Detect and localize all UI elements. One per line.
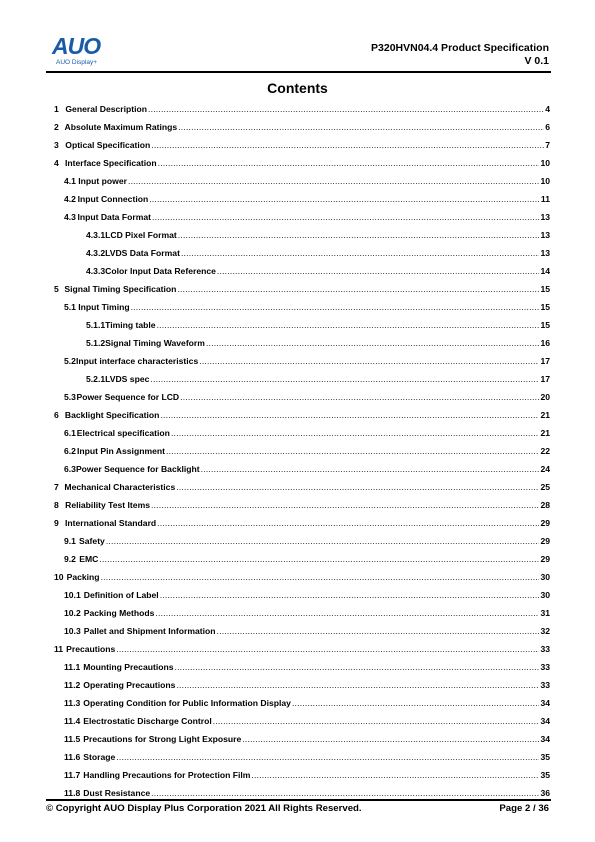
- toc-entry[interactable]: [54, 550, 550, 568]
- company-logo: [52, 35, 112, 71]
- toc-dot-leader: [157, 320, 540, 330]
- toc-entry[interactable]: [54, 226, 550, 244]
- toc-dot-leader: [150, 374, 539, 384]
- toc-entry-title: Input power: [78, 176, 127, 186]
- toc-dot-leader: [158, 158, 540, 168]
- toc-entry[interactable]: [54, 586, 550, 604]
- toc-entry-number: 6.3: [64, 464, 76, 474]
- toc-dot-leader: [148, 104, 544, 114]
- toc-entry-number: 5.3: [64, 392, 76, 402]
- toc-entry-title: Power Sequence for LCD: [76, 392, 180, 402]
- toc-entry-title: Mounting Precautions: [83, 662, 174, 672]
- toc-entry-number: 11.6: [64, 752, 81, 762]
- copyright-notice: © Copyright AUO Display Plus Corporation 2021 All Rights Reserved.: [46, 803, 362, 814]
- toc-entry-title: Dust Resistance: [83, 788, 151, 798]
- toc-entry-page: 15: [540, 302, 550, 312]
- toc-entry-number: 4.3: [64, 212, 76, 222]
- toc-entry-title: Electrostatic Discharge Control: [83, 716, 212, 726]
- toc-entry-page: 15: [540, 320, 550, 330]
- toc-dot-leader: [242, 734, 539, 744]
- toc-entry-title: Backlight Specification: [64, 410, 160, 420]
- toc-entry-title: Input Timing: [78, 302, 130, 312]
- toc-dot-leader: [206, 338, 540, 348]
- toc-entry-page: 34: [540, 716, 550, 726]
- toc-dot-leader: [178, 230, 540, 240]
- toc-entry-title: Operating Precautions: [83, 680, 176, 690]
- toc-entry-number: 10.2: [64, 608, 81, 618]
- toc-entry[interactable]: [54, 532, 550, 550]
- toc-entry-title: General Description: [65, 104, 148, 114]
- toc-entry[interactable]: [54, 154, 550, 172]
- toc-entry-number: 5.1.2: [86, 338, 106, 348]
- toc-entry-page: 34: [540, 698, 550, 708]
- toc-entry-title: LCD Pixel Format: [105, 230, 177, 240]
- toc-entry-page: 13: [540, 212, 550, 222]
- toc-entry-page: 21: [540, 428, 550, 438]
- toc-dot-leader: [116, 752, 539, 762]
- table-of-contents: [54, 100, 550, 802]
- toc-entry-number: 4.3.2: [86, 248, 106, 258]
- toc-entry-page: 25: [540, 482, 550, 492]
- toc-entry[interactable]: [54, 568, 550, 586]
- toc-entry-number: 9.2: [64, 554, 76, 564]
- toc-entry-title: Input Data Format: [77, 212, 151, 222]
- toc-entry-page: 33: [540, 644, 550, 654]
- toc-entry[interactable]: [54, 676, 550, 694]
- toc-dot-leader: [181, 248, 540, 258]
- toc-entry-number: 11.2: [64, 680, 81, 690]
- toc-entry-title: Timing table: [105, 320, 156, 330]
- toc-entry-title: LVDS Data Format: [105, 248, 180, 258]
- toc-entry[interactable]: [54, 442, 550, 460]
- toc-entry-title: Input Pin Assignment: [76, 446, 165, 456]
- toc-entry[interactable]: [54, 208, 550, 226]
- toc-entry-title: EMC: [79, 554, 99, 564]
- toc-entry-title: Interface Specification: [64, 158, 157, 168]
- toc-dot-leader: [131, 302, 540, 312]
- toc-entry-page: 17: [540, 374, 550, 384]
- toc-entry[interactable]: [54, 190, 550, 208]
- toc-dot-leader: [292, 698, 539, 708]
- toc-entry-title: LVDS spec: [105, 374, 150, 384]
- toc-entry[interactable]: [54, 658, 550, 676]
- toc-entry-number: 9.1: [64, 536, 76, 546]
- toc-entry-number: 6.1: [64, 428, 76, 438]
- toc-dot-leader: [99, 554, 539, 564]
- toc-entry-number: 1: [54, 104, 59, 114]
- toc-entry[interactable]: [54, 424, 550, 442]
- toc-entry-page: 15: [540, 284, 550, 294]
- toc-entry-number: 3: [54, 140, 59, 150]
- page-title: Contents: [267, 80, 328, 96]
- toc-dot-leader: [151, 788, 539, 798]
- footer-divider: [46, 799, 551, 801]
- toc-entry-page: 16: [540, 338, 550, 348]
- toc-entry-title: Electrical specification: [76, 428, 170, 438]
- toc-entry-number: 5.1: [64, 302, 76, 312]
- toc-entry-title: International Standard: [64, 518, 157, 528]
- toc-entry[interactable]: [54, 100, 550, 118]
- toc-dot-leader: [166, 446, 539, 456]
- toc-entry-title: Packing: [66, 572, 100, 582]
- toc-entry[interactable]: [54, 694, 550, 712]
- toc-entry-page: 7: [545, 140, 550, 150]
- toc-entry-number: 11.3: [64, 698, 81, 708]
- toc-entry-number: 11: [54, 644, 64, 654]
- toc-entry-title: Reliability Test Items: [65, 500, 150, 510]
- toc-entry-title: Signal Timing Waveform: [105, 338, 205, 348]
- toc-entry[interactable]: [54, 712, 550, 730]
- toc-entry-number: 11.4: [64, 716, 81, 726]
- toc-entry-number: 2: [54, 122, 59, 132]
- toc-dot-leader: [160, 410, 539, 420]
- toc-entry-title: Handling Precautions for Protection Film: [83, 770, 251, 780]
- toc-entry[interactable]: [54, 478, 550, 496]
- page-number: Page 2 / 36: [499, 803, 549, 814]
- toc-entry-page: 14: [540, 266, 550, 276]
- toc-entry[interactable]: [54, 262, 550, 280]
- toc-dot-leader: [106, 536, 540, 546]
- toc-dot-leader: [155, 608, 539, 618]
- toc-entry-page: 35: [540, 770, 550, 780]
- toc-entry[interactable]: [54, 514, 550, 532]
- toc-entry-page: 10: [540, 158, 550, 168]
- toc-dot-leader: [178, 122, 544, 132]
- toc-dot-leader: [128, 176, 539, 186]
- toc-entry-number: 6.2: [64, 446, 76, 456]
- toc-entry-title: Pallet and Shipment Information: [83, 626, 216, 636]
- toc-dot-leader: [101, 572, 540, 582]
- toc-dot-leader: [157, 518, 539, 528]
- toc-entry[interactable]: [54, 172, 550, 190]
- toc-entry-title: Power Sequence for Backlight: [75, 464, 200, 474]
- toc-entry-page: 20: [540, 392, 550, 402]
- toc-entry-number: 11.5: [64, 734, 81, 744]
- toc-dot-leader: [176, 680, 539, 690]
- toc-entry-page: 24: [540, 464, 550, 474]
- toc-entry-page: 31: [540, 608, 550, 618]
- toc-entry-number: 4.2: [64, 194, 76, 204]
- toc-entry-page: 21: [540, 410, 550, 420]
- toc-entry-page: 4: [545, 104, 550, 114]
- toc-dot-leader: [171, 428, 540, 438]
- toc-dot-leader: [251, 770, 539, 780]
- toc-entry-page: 30: [540, 590, 550, 600]
- toc-entry-number: 6: [54, 410, 59, 420]
- toc-entry-page: 17: [540, 356, 550, 366]
- toc-entry-page: 29: [540, 536, 550, 546]
- toc-dot-leader: [213, 716, 540, 726]
- toc-entry-title: Color Input Data Reference: [105, 266, 216, 276]
- toc-dot-leader: [149, 194, 540, 204]
- toc-entry-title: Optical Specification: [65, 140, 151, 150]
- toc-entry[interactable]: [54, 334, 550, 352]
- toc-entry-number: 11.8: [64, 788, 81, 798]
- toc-entry-title: Precautions: [66, 644, 116, 654]
- toc-entry-page: 34: [540, 734, 550, 744]
- document-title: P320HVN04.4 Product Specification: [371, 42, 549, 54]
- toc-entry[interactable]: [54, 316, 550, 334]
- toc-entry[interactable]: [54, 136, 550, 154]
- toc-entry-page: 32: [540, 626, 550, 636]
- toc-entry-number: 9: [54, 518, 59, 528]
- toc-entry-title: Input interface characteristics: [75, 356, 199, 366]
- toc-entry-number: 4.1: [64, 176, 76, 186]
- toc-entry-page: 22: [540, 446, 550, 456]
- toc-dot-leader: [199, 356, 539, 366]
- toc-entry-number: 11.1: [64, 662, 81, 672]
- toc-entry-number: 5.1.1: [86, 320, 106, 330]
- toc-entry-title: Safety: [79, 536, 105, 546]
- toc-dot-leader: [151, 140, 544, 150]
- toc-entry-title: Packing Methods: [83, 608, 155, 618]
- toc-entry-number: 5: [54, 284, 59, 294]
- toc-entry-page: 28: [540, 500, 550, 510]
- toc-entry-page: 29: [540, 554, 550, 564]
- toc-entry-page: 33: [540, 662, 550, 672]
- toc-entry-number: 10.3: [64, 626, 81, 636]
- toc-entry-page: 6: [545, 122, 550, 132]
- toc-dot-leader: [175, 662, 540, 672]
- toc-entry[interactable]: [54, 352, 550, 370]
- toc-dot-leader: [217, 626, 540, 636]
- document-header: [371, 42, 549, 68]
- toc-entry[interactable]: [54, 118, 550, 136]
- toc-entry-page: 13: [540, 230, 550, 240]
- toc-dot-leader: [116, 644, 539, 654]
- toc-entry-title: Storage: [83, 752, 116, 762]
- toc-entry[interactable]: [54, 370, 550, 388]
- toc-entry-title: Operating Condition for Public Information Display: [83, 698, 291, 708]
- logo-subtext: AUO Display+: [56, 59, 97, 66]
- header-divider: [46, 71, 551, 73]
- toc-entry[interactable]: [54, 406, 550, 424]
- toc-entry-number: 11.7: [64, 770, 81, 780]
- toc-dot-leader: [177, 284, 539, 294]
- toc-entry-number: 10: [54, 572, 64, 582]
- toc-entry-number: 4.3.1: [86, 230, 106, 240]
- toc-entry-number: 7: [54, 482, 59, 492]
- toc-dot-leader: [180, 392, 539, 402]
- logo-mark: AUO: [52, 33, 101, 59]
- toc-entry[interactable]: [54, 388, 550, 406]
- toc-entry-number: 8: [54, 500, 59, 510]
- toc-entry-number: 4.3.3: [86, 266, 106, 276]
- toc-entry[interactable]: [54, 604, 550, 622]
- toc-entry-number: 5.2.1: [86, 374, 106, 384]
- toc-entry-page: 29: [540, 518, 550, 528]
- toc-entry-number: 5.2: [64, 356, 76, 366]
- toc-entry-page: 35: [540, 752, 550, 762]
- toc-entry[interactable]: [54, 640, 550, 658]
- toc-entry[interactable]: [54, 280, 550, 298]
- toc-entry-title: Precautions for Strong Light Exposure: [83, 734, 242, 744]
- toc-entry-title: Definition of Label: [83, 590, 159, 600]
- toc-entry-title: Mechanical Characteristics: [64, 482, 176, 492]
- toc-dot-leader: [176, 482, 539, 492]
- toc-dot-leader: [217, 266, 540, 276]
- toc-entry[interactable]: [54, 298, 550, 316]
- toc-entry[interactable]: [54, 622, 550, 640]
- toc-dot-leader: [152, 212, 539, 222]
- toc-entry-page: 36: [540, 788, 550, 798]
- toc-entry[interactable]: [54, 244, 550, 262]
- toc-entry-title: Absolute Maximum Ratings: [64, 122, 178, 132]
- toc-entry[interactable]: [54, 766, 550, 784]
- toc-entry[interactable]: [54, 730, 550, 748]
- toc-entry-page: 30: [540, 572, 550, 582]
- toc-entry-number: 4: [54, 158, 59, 168]
- toc-dot-leader: [160, 590, 540, 600]
- toc-entry-page: 33: [540, 680, 550, 690]
- toc-entry-page: 10: [540, 176, 550, 186]
- toc-entry-number: 10.1: [64, 590, 81, 600]
- toc-entry[interactable]: [54, 496, 550, 514]
- toc-entry-page: 11: [540, 194, 550, 204]
- toc-dot-leader: [201, 464, 540, 474]
- toc-entry-title: Input Connection: [77, 194, 149, 204]
- document-version: V 0.1: [524, 55, 549, 67]
- toc-entry-page: 13: [540, 248, 550, 258]
- toc-entry[interactable]: [54, 748, 550, 766]
- toc-dot-leader: [151, 500, 539, 510]
- toc-entry[interactable]: [54, 460, 550, 478]
- toc-entry-title: Signal Timing Specification: [64, 284, 177, 294]
